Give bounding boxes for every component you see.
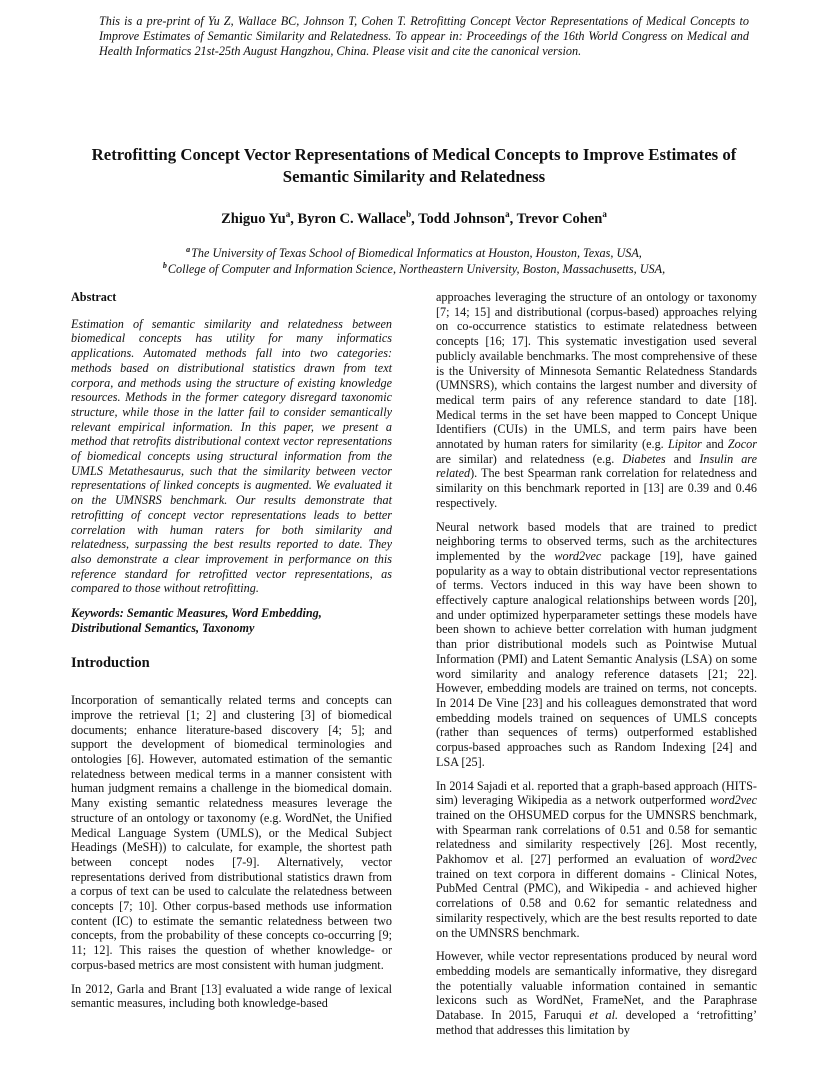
- affiliation: [60, 262, 768, 277]
- software-name: word2vec: [554, 548, 602, 563]
- body-paragraph: In 2012, Garla and Brant [13] evaluated a wide range of lexical semantic measures, including both knowledge-based: [71, 981, 392, 1011]
- example-term: Insulin are related: [436, 451, 757, 481]
- right-column: [436, 290, 757, 1037]
- text-run: Neural network based models that are trained to predict neighboring terms to observed terms, such as the architectures implemented by the: [436, 519, 757, 563]
- paper-title: Retrofitting Concept Vector Representations of Medical Concepts to Improve Estimates of Semantic Similarity and Relatedness: [91, 145, 737, 186]
- affiliation-text: The University of Texas School of Biomedical Informatics at Houston, Houston, Texas, USA,: [191, 246, 642, 260]
- author-list: Zhiguo Yu$^a$, Byron C. Wallace$^b$, Todd Johnson$^a$, Trevor Cohen$^a$: [221, 209, 607, 227]
- body-paragraph: [436, 949, 757, 1037]
- author-affiliation-mark: b: [406, 209, 412, 220]
- preprint-notice: This is a pre-print of Yu Z, Wallace BC, Johnson T, Cohen T. Retrofitting Concept Vector Representations of Medical Concepts to Improve Estimates of Semantic Similarity and Relatedness. To appear in: Proceedings of the 16th World Congress on Medical and Health Informatics 21st-25th August Hangzhou, China. Please visit and cite the canonical version.: [99, 14, 749, 59]
- author-affiliation-mark: a: [285, 209, 291, 220]
- body-paragraph: Incorporation of semantically related terms and concepts can improve the retrieval [1; 2] and clustering [3] of biomedical documents; enhance literature-based discovery [4; 5]; and support the development of biomedical terminologies and ontologies [6]. However, automated estimation of the semantic relatedness between medical terms in a manner consistent with human judgment remains a challenge in the biomedical domain. Many existing semantic relatedness measures leverage the structure of an ontology or taxonomy (e.g. WordNet, the Unified Medical Language System (UMLS), or the Medical Subject Headings (MeSH)) to calculate, for example, the shortest path between concept nodes [7-9]. Alternatively, vector representations derived from distributional statistics drawn from a corpus of text can be used to calculate the relatedness between concepts [7; 10]. Other corpus-based methods use information content (IC) to estimate the semantic relatedness between two concepts, from the probability of these concepts co-occurring [9; 11; 12]. This raises the question of whether knowledge- or corpus-based metrics are most consistent with human judgment.: [71, 693, 392, 972]
- text-run: and: [701, 437, 728, 452]
- left-column: [71, 290, 392, 1011]
- text-run: are similar) and relatedness (e.g.: [436, 451, 623, 466]
- text-run: In 2014 Sajadi et al. reported that a graph-based approach (HITS-sim) leveraging Wikipedia as a network outperformed: [436, 778, 757, 808]
- author-affiliation-mark: a: [505, 209, 510, 220]
- software-name: word2vec: [710, 793, 757, 808]
- body-paragraph: [436, 520, 757, 770]
- text-run: approaches leveraging the structure of an ontology or taxonomy [7; 14; 15] and distributional (corpus-based) approaches relying on co-occurrence statistics to estimate relatedness between concepts [16; 17]. This systematic investigation used several publicly available benchmarks. The most comprehensive of these is the University of Minnesota Semantic Relatedness Standards (UMNSRS), which contains the largest number and diversity of medical term pairs of any reference standard to date [18]. Medical terms in the set have been mapped to Concept Unique Identifiers (CUIs) in the UMLS, and term pairs have been annotated by human raters for similarity (e.g.: [436, 290, 757, 452]
- software-name: word2vec: [710, 852, 757, 867]
- author-name: Zhiguo Yu: [221, 211, 286, 227]
- citation-etal: et al.: [589, 1008, 619, 1023]
- example-term: Zocor: [727, 437, 757, 452]
- text-run: ). The best Spearman rank correlation for relatedness and similarity on this benchmark reported in [13] are 0.39 and 0.46 respectively.: [436, 466, 757, 510]
- abstract-text: Estimation of semantic similarity and relatedness between biomedical concepts has utility for many informatics applications. Automated methods fall into two categories: methods based on distributional statistics drawn from text corpora, and methods using the structure of existing knowledge resources. Methods in the former category disregard taxonomic structure, while those in the latter fail to consider semantically relevant empirical information. In this paper, we present a method that retrofits distributional context vector representations of biomedical concepts using structural information from the UMLS Metathesaurus, such that the similarity between vector representations of linked concepts is augmented. We evaluated it on the UMNSRS benchmark. Our results demonstrate that retrofitting of concept vector representations leads to better correlation with human raters for both similarity and relatedness, surpassing the best results reported to date. They also demonstrate a clear improvement in performance on this reference standard for retrofitted vector representations, as compared to those without retrofitting.: [71, 316, 392, 596]
- author-affiliation-mark: a: [602, 209, 607, 220]
- affiliation-text: College of Computer and Information Science, Northeastern University, Boston, Massachusetts, USA,: [167, 262, 666, 276]
- text-run: trained on the OHSUMED corpus for the UMNSRS benchmark, with Spearman rank correlations of 0.51 and 0.58 for semantic relatedness and similarity respectively [26]. Most recently, Pakhomov et al. [27] performed an evaluation of: [436, 807, 757, 867]
- text-run: developed a ‘retrofitting’ method that addresses this limitation by: [436, 1008, 758, 1037]
- text-run: However, while vector representations produced by neural word embedding models are semantically informative, they disregard the potentially valuable information contained in semantic lexicons such as WordNet, FrameNet, and the Paraphrase Database. In 2015, Faruqui: [436, 949, 757, 1023]
- introduction-heading: Introduction: [71, 655, 150, 672]
- author-name: Todd Johnson: [418, 211, 506, 227]
- example-term: Lipitor: [667, 437, 702, 452]
- text-run: trained on text corpora in different domains - Clinical Notes, PubMed Central (PMC), and Wikipedia - and achieved higher correlations of 0.58 and 0.62 for semantic relatedness and similarity respectively, which are the best results reported to date on the UMNSRS benchmark.: [436, 866, 757, 940]
- affiliation-mark: b: [162, 260, 167, 270]
- text-run: and: [665, 451, 700, 466]
- abstract-heading: Abstract: [71, 290, 117, 304]
- author-name: Trevor Cohen: [516, 211, 603, 227]
- text-run: package [19], have gained popularity as a way to obtain distributional vector representations of terms. Vectors induced in this way have been shown to effectively capture analogical relationships between words [20], and under optimized hyperparameter settings these models have been shown to achieve better correlation with human judgment than prior distributional models such as Pointwise Mutual Information (PMI) and Latent Semantic Analysis (LSA) on some word similarity and analogy reference datasets [21; 22]. However, embedding models are trained on terms, not concepts. In 2014 De Vine [23] and his colleagues demonstrated that word embedding models trained on sequences of UMLS concepts (rather than sequences of terms) outperformed established corpus-based approaches such as Random Indexing [24] and LSA [25].: [436, 548, 757, 769]
- keywords: Keywords: Semantic Measures, Word Embedding, Distributional Semantics, Taxonomy: [71, 606, 322, 635]
- body-paragraph: [436, 779, 757, 941]
- example-term: Diabetes: [622, 451, 666, 466]
- affiliation: [60, 246, 768, 261]
- body-paragraph: [436, 290, 757, 511]
- author-name: Byron C. Wallace: [297, 211, 407, 227]
- affiliation-mark: a: [186, 244, 191, 254]
